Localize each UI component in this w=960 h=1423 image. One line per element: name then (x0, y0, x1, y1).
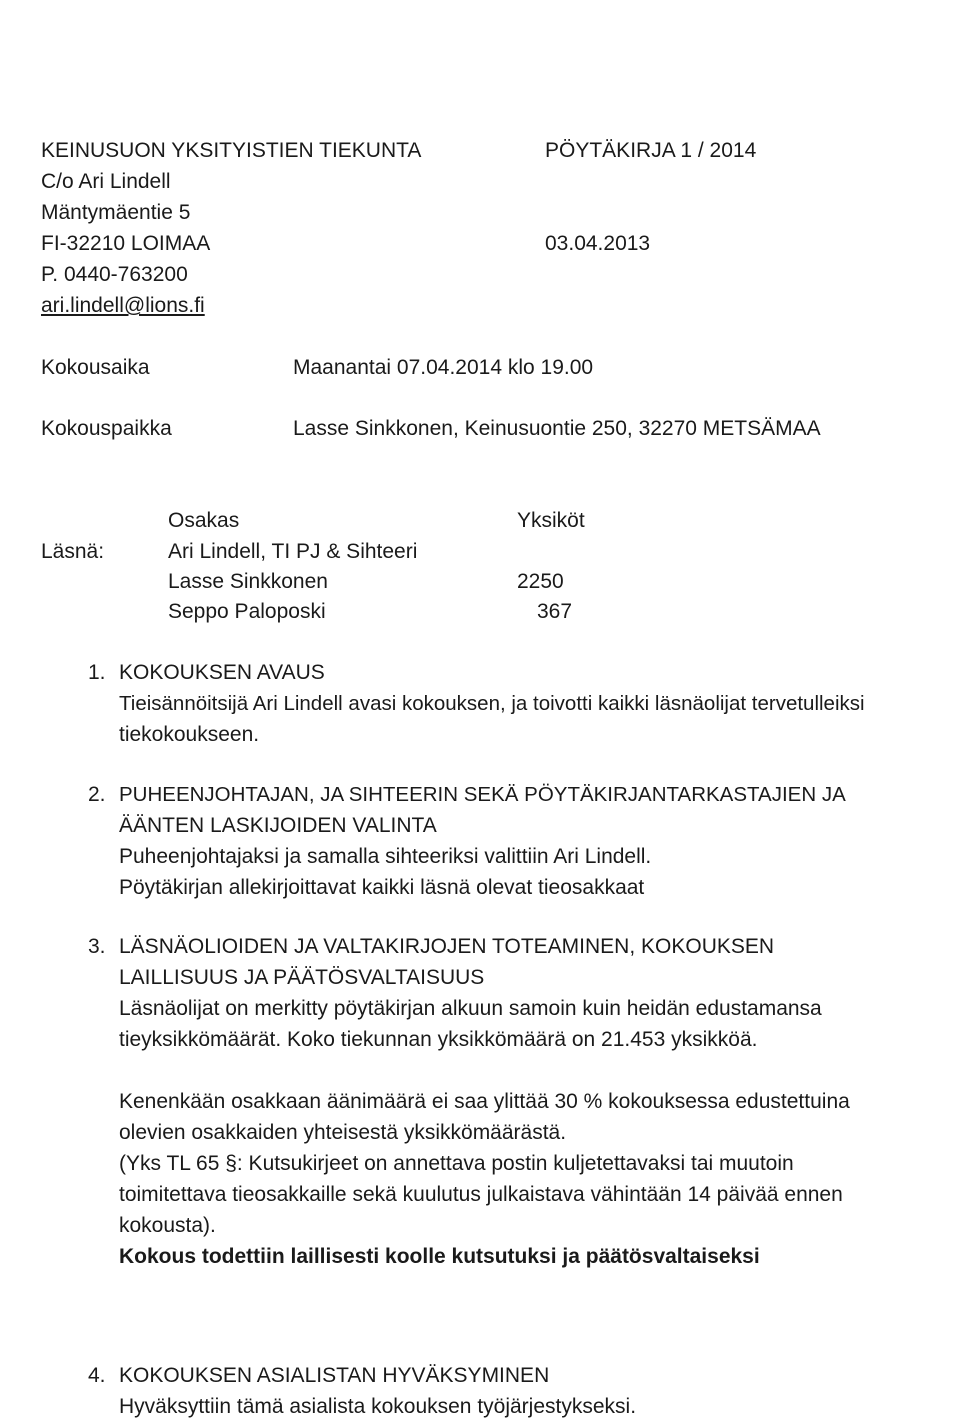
section-1 (119, 657, 865, 750)
section-2-heading-line: PUHEENJOHTAJAN, JA SIHTEERIN SEKÄ PÖYTÄKIRJANTARKASTAJIEN JA (119, 783, 846, 806)
attendance-name: Seppo Paloposki (168, 600, 326, 623)
org-phone: P. 0440-763200 (41, 263, 188, 286)
attendance-name: Ari Lindell, TI PJ & Sihteeri (168, 540, 418, 563)
meeting-place-value: Lasse Sinkkonen, Keinusuontie 250, 32270 METSÄMAA (293, 417, 821, 440)
section-1-body-line: Tieisännöitsijä Ari Lindell avasi kokouksen, ja toivotti kaikki läsnäolijat tervetulleiksi (119, 692, 865, 715)
section-3-heading-line: LÄSNÄOLIOIDEN JA VALTAKIRJOJEN TOTEAMINEN, KOKOUKSEN (119, 935, 775, 958)
meeting-place-label: Kokouspaikka (41, 417, 172, 440)
attendance-col-units-header: Yksiköt (517, 509, 585, 532)
attendance-row (168, 536, 417, 567)
section-2-heading-line: ÄÄNTEN LASKIJOIDEN VALINTA (119, 814, 437, 837)
attendance-row (168, 596, 326, 627)
org-name: KEINUSUON YKSITYISTIEN TIEKUNTA (41, 139, 422, 162)
section-1-body-line: tiekokoukseen. (119, 723, 260, 746)
org-care-of: C/o Ari Lindell (41, 170, 171, 193)
document-date: 03.04.2013 (545, 232, 651, 255)
attendance-label: Läsnä: (41, 540, 105, 563)
section-3-number: 3. (88, 935, 106, 958)
section-3-heading-line: LAILLISUUS JA PÄÄTÖSVALTAISUUS (119, 966, 485, 989)
section-4-heading: KOKOUKSEN ASIALISTAN HYVÄKSYMINEN (119, 1364, 550, 1387)
section-3-paragraph-line: Kenenkään osakkaan äänimäärä ei saa ylittää 30 % kokouksessa edustettuina (119, 1090, 850, 1113)
section-3-conclusion: Kokous todettiin laillisesti koolle kutsutuksi ja päätösvaltaiseksi (119, 1245, 760, 1268)
section-2-body-line: Pöytäkirjan allekirjoittavat kaikki läsnä olevat tieosakkaat (119, 876, 645, 899)
attendance-units: 367 (537, 600, 573, 623)
attendance-col-owner-header: Osakas (168, 509, 240, 532)
section-2-body-line: Puheenjohtajaksi ja samalla sihteeriksi valittiin Ari Lindell. (119, 845, 652, 868)
org-street: Mäntymäentie 5 (41, 201, 191, 224)
organization-block (41, 135, 421, 321)
section-2-number: 2. (88, 783, 106, 806)
section-3-body-line: tieyksikkömäärät. Koko tiekunnan yksikkömäärä on 21.453 yksikköä. (119, 1028, 758, 1051)
section-3-paragraph-line: toimitettava tieosakkaille sekä kuulutus julkaistava vähintään 14 päivää ennen (119, 1183, 843, 1206)
meeting-time-value: Maanantai 07.04.2014 klo 19.00 (293, 356, 594, 379)
section-4 (119, 1360, 636, 1422)
section-3 (119, 931, 822, 1055)
section-1-number: 1. (88, 661, 106, 684)
attendance-row (168, 566, 328, 597)
section-4-number: 4. (88, 1364, 106, 1387)
section-3-paragraph-line: olevien osakkaiden yhteisestä yksikkömäärästä. (119, 1121, 567, 1144)
org-postal: FI-32210 LOIMAA (41, 232, 211, 255)
section-3-body-line: Läsnäolijat on merkitty pöytäkirjan alkuun samoin kuin heidän edustamansa (119, 997, 822, 1020)
section-2 (119, 779, 846, 903)
attendance-units: 2250 (517, 570, 564, 593)
section-3-paragraph-2 (119, 1086, 850, 1272)
org-email-link[interactable]: ari.lindell@lions.fi (41, 294, 205, 317)
section-3-paragraph-line: (Yks TL 65 §: Kutsukirjeet on annettava postin kuljetettavaksi tai muutoin (119, 1152, 794, 1175)
section-4-body-line: Hyväksyttiin tämä asialista kokouksen työjärjestykseksi. (119, 1395, 637, 1418)
document-title: PÖYTÄKIRJA 1 / 2014 (545, 139, 757, 162)
section-3-paragraph-line: kokousta). (119, 1214, 216, 1237)
section-1-heading: KOKOUKSEN AVAUS (119, 661, 325, 684)
attendance-name: Lasse Sinkkonen (168, 570, 328, 593)
meeting-time-label: Kokousaika (41, 356, 150, 379)
